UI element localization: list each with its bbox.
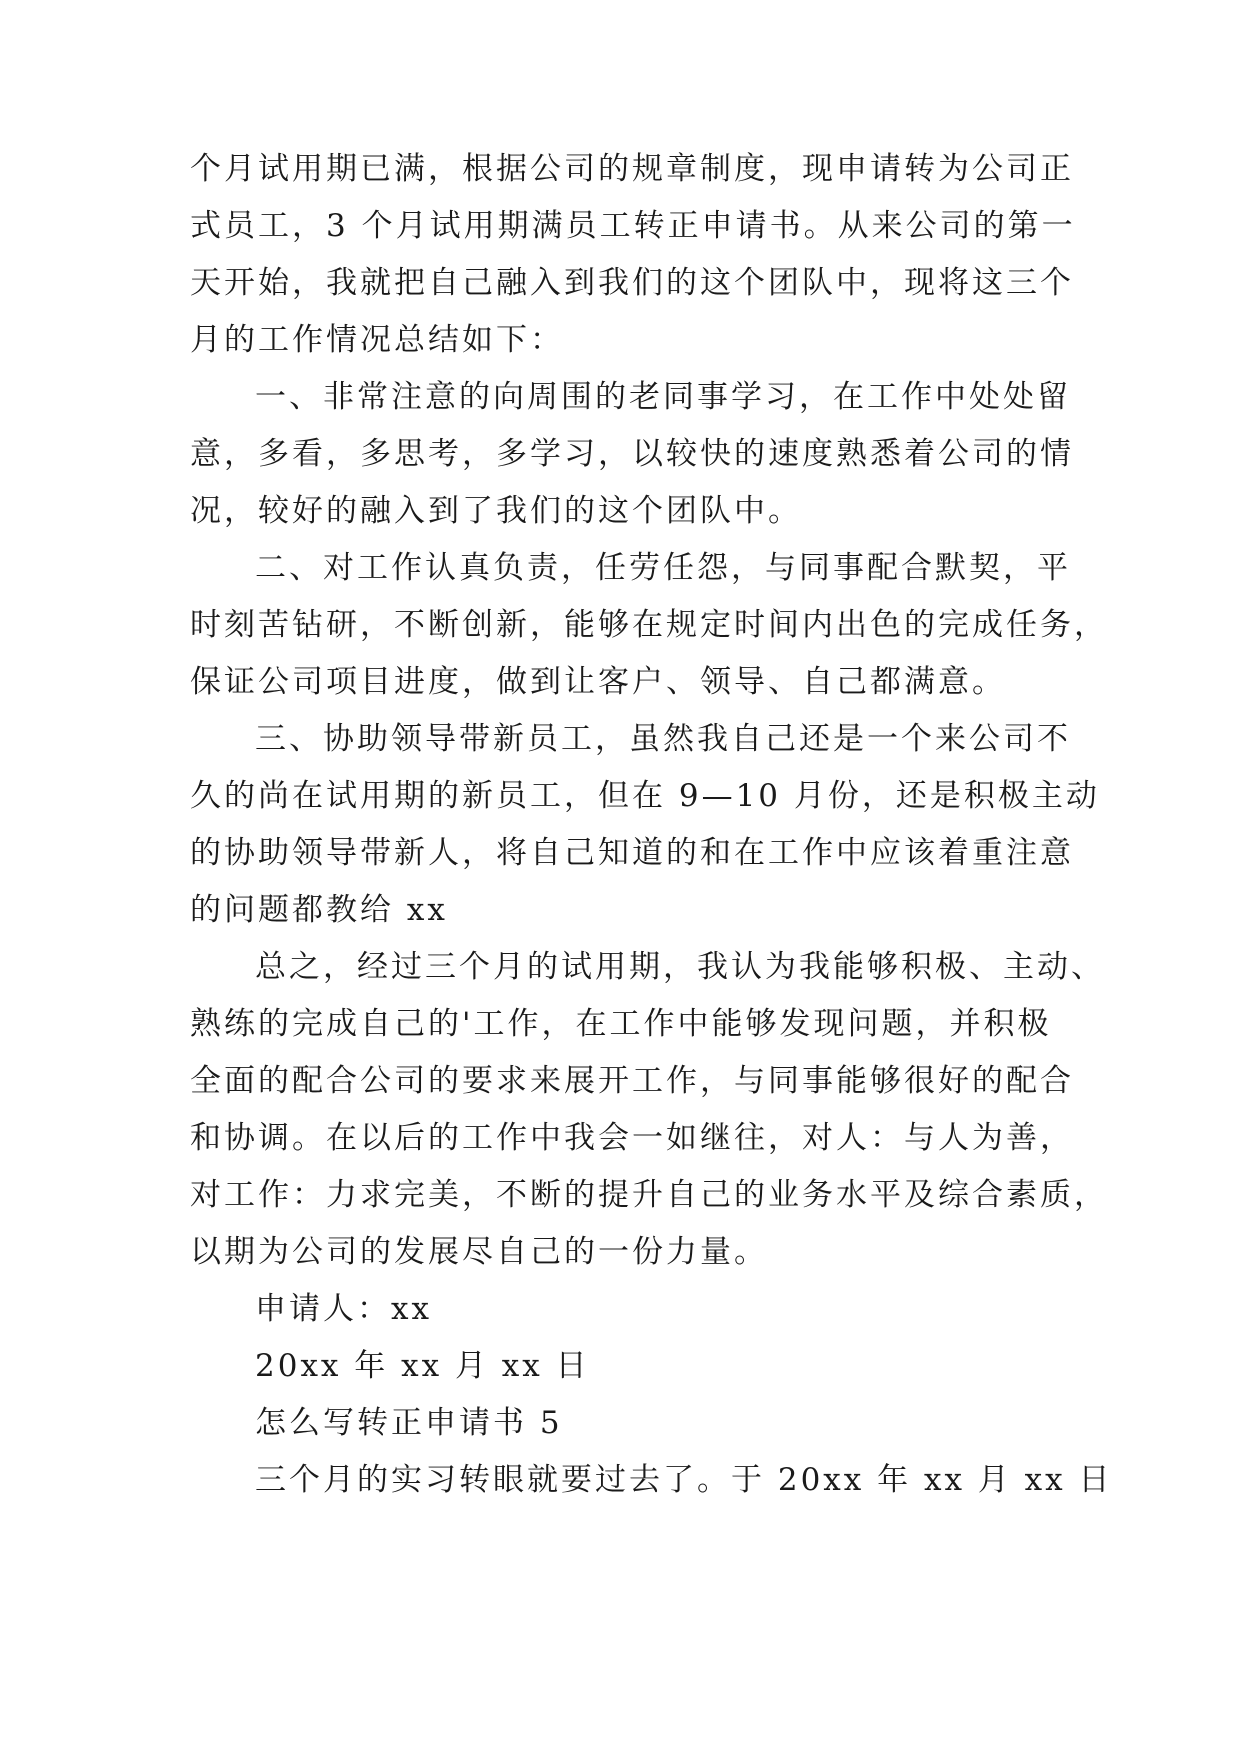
paragraph-3-first-line: 三、协助领导带新员工，虽然我自己还是一个来公司不 xyxy=(255,721,1071,757)
body-line: 以期为公司的发展尽自己的一份力量。 xyxy=(190,1234,768,1270)
body-line: 的协助领导带新人，将自己知道的和在工作中应该着重注意 xyxy=(190,835,1074,871)
body-line: 意，多看，多思考，多学习，以较快的速度熟悉着公司的情 xyxy=(190,436,1074,472)
body-line: 天开始，我就把自己融入到我们的这个团队中，现将这三个 xyxy=(190,265,1074,301)
body-line: 时刻苦钻研，不断创新，能够在规定时间内出色的完成任务， xyxy=(190,607,1108,643)
paragraph-4-first-line: 总之，经过三个月的试用期，我认为我能够积极、主动、 xyxy=(255,949,1105,985)
body-line: 保证公司项目进度，做到让客户、领导、自己都满意。 xyxy=(190,664,1006,700)
applicant-line: 申请人：xx xyxy=(255,1291,432,1327)
body-line: 个月试用期已满，根据公司的规章制度，现申请转为公司正 xyxy=(190,151,1074,187)
body-line: 全面的配合公司的要求来展开工作，与同事能够很好的配合 xyxy=(190,1063,1074,1099)
paragraph-5-first-line: 三个月的实习转眼就要过去了。于 20xx 年 xx 月 xx 日 xyxy=(255,1462,1113,1498)
body-line: 对工作：力求完美，不断的提升自己的业务水平及综合素质， xyxy=(190,1177,1108,1213)
body-line: 况，较好的融入到了我们的这个团队中。 xyxy=(190,493,802,529)
body-line: 熟练的完成自己的'工作，在工作中能够发现问题，并积极 xyxy=(190,1006,1052,1042)
body-line: 月的工作情况总结如下： xyxy=(190,322,564,358)
body-line: 式员工，3 个月试用期满员工转正申请书。从来公司的第一 xyxy=(190,208,1076,244)
body-line: 久的尚在试用期的新员工，但在 9—10 月份，还是积极主动 xyxy=(190,778,1100,814)
paragraph-2-first-line: 二、对工作认真负责，任劳任怨，与同事配合默契，平 xyxy=(255,550,1071,586)
body-line: 的问题都教给 xx xyxy=(190,892,448,928)
body-line: 和协调。在以后的工作中我会一如继往，对人：与人为善， xyxy=(190,1120,1074,1156)
date-line: 20xx 年 xx 月 xx 日 xyxy=(255,1348,590,1384)
paragraph-1-first-line: 一、非常注意的向周围的老同事学习，在工作中处处留 xyxy=(255,379,1071,415)
section-heading: 怎么写转正申请书 5 xyxy=(255,1405,563,1441)
